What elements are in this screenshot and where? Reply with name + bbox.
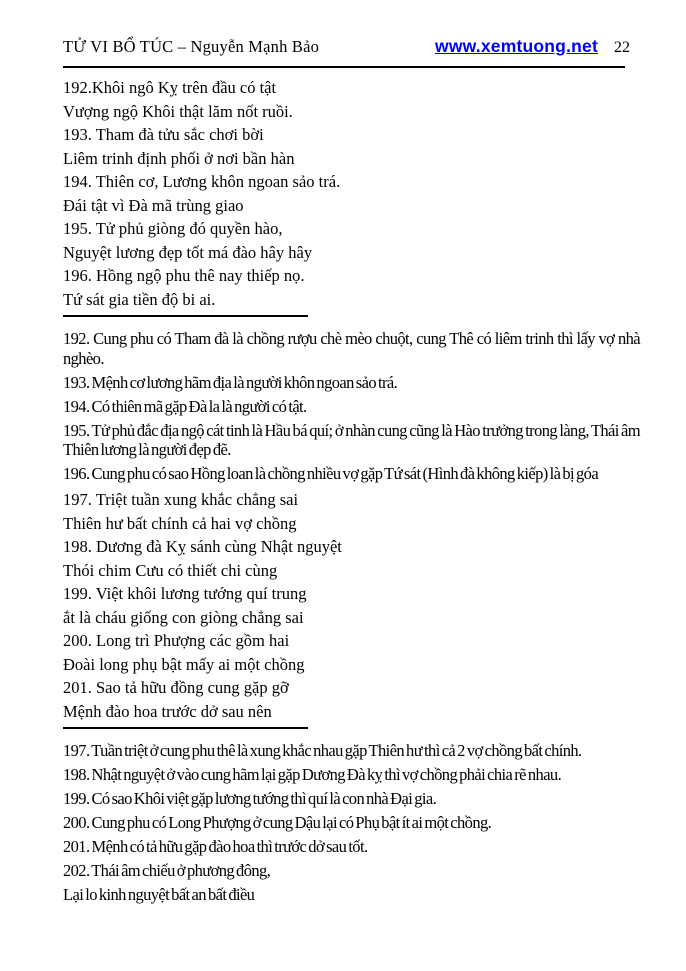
verse-line: 192.Khôi ngô Kỵ trên đầu có tật (63, 78, 277, 97)
verse-line: Tứ sát gia tiền độ bi ai. (63, 289, 216, 309)
verse-line: 193. Tham đà tửu sắc chơi bời (63, 125, 264, 144)
prose-paragraph: 196. Cung phu có sao Hồng loan là chồng nhiều vợ gặp Tứ sát (Hình đà không kiếp) là bị góa (63, 464, 599, 483)
verse-line: 196. Hồng ngộ phu thê nay thiếp nọ. (63, 266, 305, 285)
prose-section-2 (63, 741, 640, 905)
page-header (63, 36, 630, 57)
page-number: 22 (614, 39, 630, 56)
verse-line: Thói chim Cưu có thiết chi cùng (63, 560, 278, 580)
prose-paragraph: 201. Mệnh có tả hữu gặp đào hoa thì trước dở sau tốt. (63, 837, 368, 856)
verse-line: 194. Thiên cơ, Lương khôn ngoan sảo trá. (63, 172, 341, 191)
prose-paragraph: Lại lo kinh nguyệt bất an bất điều (63, 885, 255, 904)
prose-paragraph: 195. Tử phủ đắc địa ngộ cát tinh là Hầu bá quí; ở nhàn cung cũng là Hào trưởng trong làng, Thái âm Thiên lương là người đẹp đẽ. (63, 420, 640, 459)
verse-line: Đái tật vì Đà mã trùng giao (63, 195, 244, 215)
prose-paragraph: 193. Mệnh cơ lương hãm địa là người khôn ngoan sảo trá. (63, 372, 398, 392)
verse-line: 200. Long trì Phượng các gồm hai (63, 631, 290, 650)
verse-line: Vượng ngộ Khôi thật lăm nốt ruồi. (63, 101, 293, 121)
section-divider (63, 315, 308, 317)
prose-paragraph: 197. Tuần triệt ở cung phu thê là xung khắc nhau gặp Thiên hư thì cả 2 vợ chồng bất chính. (63, 741, 582, 760)
prose-paragraph: 199. Có sao Khôi việt gặp lương tướng thì quí là con nhà Đại gia. (63, 789, 437, 808)
verse-line: 199. Việt khôi lương tướng quí trung (63, 584, 307, 603)
verse-line: Liêm trinh định phối ở nơi bần hàn (63, 148, 295, 168)
prose-paragraph: 194. Có thiên mã gặp Đà la là người có tật. (63, 396, 307, 416)
verse-line: Nguyệt lương đẹp tốt má đào hây hây (63, 242, 313, 262)
verse-line: 201. Sao tả hữu đồng cung gặp gỡ (63, 678, 289, 697)
verse-line: 195. Tử phủ giòng đó quyền hào, (63, 219, 283, 238)
verse-section-1 (63, 76, 640, 311)
prose-paragraph: 200. Cung phu có Long Phượng ở cung Dậu lại có Phụ bật ít ai một chồng. (63, 813, 492, 832)
verse-line: 198. Dương đà Kỵ sánh cùng Nhật nguyệt (63, 537, 342, 556)
verse-section-2 (63, 488, 640, 723)
header-right-group (435, 36, 630, 57)
page-content (63, 76, 640, 905)
prose-paragraph: 198. Nhật nguyệt ở vào cung hãm lại gặp Dương Đà kỵ thì vợ chồng phải chia rẽ nhau. (63, 765, 562, 784)
verse-line: Đoài long phụ bật mấy ai một chồng (63, 654, 305, 674)
prose-paragraph: 192. Cung phu có Tham đà là chồng rượu chè mèo chuột, cung Thê có liêm trinh thì lấy vợ nhà nghèo. (63, 329, 640, 368)
section-divider (63, 727, 308, 729)
verse-line: 197. Triệt tuần xung khắc chẳng sai (63, 490, 299, 509)
prose-section-1 (63, 329, 640, 484)
prose-paragraph: 202. Thái âm chiếu ở phương đông, (63, 861, 271, 880)
verse-line: Thiên hư bất chính cả hai vợ chồng (63, 513, 297, 533)
website-link[interactable]: www.xemtuong.net (435, 36, 598, 56)
header-rule (63, 66, 625, 68)
verse-line: Mệnh đào hoa trước dở sau nên (63, 701, 272, 721)
verse-line: ắt là cháu giống con giòng chẳng sai (63, 607, 304, 627)
document-title: TỬ VI BỔ TÚC – Nguyễn Mạnh Bảo (63, 37, 320, 56)
